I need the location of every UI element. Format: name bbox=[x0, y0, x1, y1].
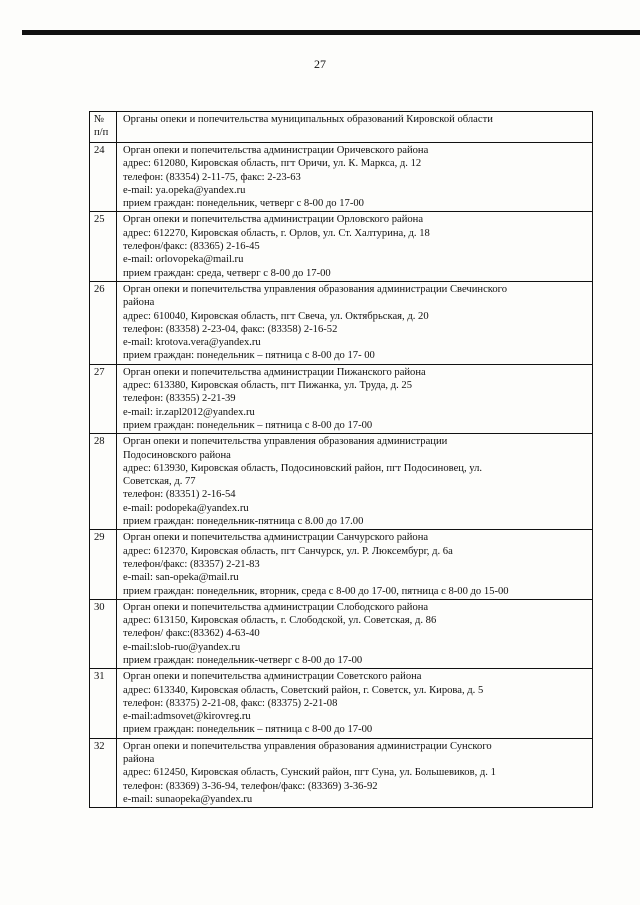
table-row bbox=[90, 434, 593, 530]
entry-line: Орган опеки и попечительства администрации Оричевского района bbox=[123, 145, 429, 156]
entry-line: прием граждан: понедельник, четверг с 8-00 до 17-00 bbox=[123, 198, 364, 210]
table-row bbox=[90, 530, 593, 599]
row-number: 27 bbox=[90, 364, 117, 433]
entry-line: телефон: (83351) 2-16-54 bbox=[123, 489, 236, 501]
entry-line: Орган опеки и попечительства управления образования администрации bbox=[123, 436, 448, 448]
entry-line: e-mail: krotova.vera@yandex.ru bbox=[123, 337, 261, 349]
entry-line: телефон: (83355) 2-21-39 bbox=[123, 393, 236, 405]
entry-line: прием граждан: понедельник – пятница с 8-00 до 17-00 bbox=[123, 724, 373, 736]
row-number: 24 bbox=[90, 143, 117, 212]
entry-line: телефон/ факс:(83362) 4-63-40 bbox=[123, 628, 260, 640]
table-header-row bbox=[90, 112, 593, 143]
entry-line: прием граждан: понедельник – пятница с 8-00 до 17- 00 bbox=[123, 350, 375, 362]
entry-line: Орган опеки и попечительства администрации Санчурского района bbox=[123, 532, 429, 544]
row-number: 30 bbox=[90, 599, 117, 668]
page-number: 27 bbox=[314, 57, 326, 71]
header-title: Органы опеки и попечительства муниципальных образований Кировской области bbox=[123, 114, 493, 125]
entry-line: Орган опеки и попечительства администрации Советского района bbox=[123, 671, 422, 683]
header-num-symbol: № bbox=[94, 114, 105, 125]
header-num-abbrev: п/п bbox=[94, 127, 109, 139]
authority-entry bbox=[117, 143, 593, 212]
entry-line: телефон: (83369) 3-36-94, телефон/факс: (83369) 3-36-92 bbox=[123, 780, 378, 792]
top-rule bbox=[22, 30, 640, 35]
entry-line: e-mail: san-opeka@mail.ru bbox=[123, 572, 239, 584]
entry-line: e-mail:admsovet@kirovreg.ru bbox=[123, 711, 251, 723]
entry-line: адрес: 613150, Кировская область, г. Слободской, ул. Советская, д. 86 bbox=[123, 615, 437, 627]
entry-line: адрес: 610040, Кировская область, пгт Свеча, ул. Октябрьская, д. 20 bbox=[123, 310, 429, 322]
authority-entry bbox=[117, 281, 593, 364]
authority-entry bbox=[117, 212, 593, 281]
entry-line: прием граждан: понедельник-четверг с 8-00 до 17-00 bbox=[123, 654, 363, 666]
entry-line: Орган опеки и попечительства администрации Слободского района bbox=[123, 601, 429, 613]
entry-line: Орган опеки и попечительства администрации Орловского района bbox=[123, 214, 424, 226]
authority-entry bbox=[117, 530, 593, 599]
entry-line: адрес: 612270, Кировская область, г. Орлов, ул. Ст. Халтурина, д. 18 bbox=[123, 227, 430, 239]
header-title-cell bbox=[117, 112, 593, 143]
row-number: 26 bbox=[90, 281, 117, 364]
table-row bbox=[90, 738, 593, 807]
authority-entry bbox=[117, 364, 593, 433]
row-number: 28 bbox=[90, 434, 117, 530]
entry-line: прием граждан: среда, четверг с 8-00 до 17-00 bbox=[123, 267, 331, 279]
table-row bbox=[90, 281, 593, 364]
entry-line: телефон: (83375) 2-21-08, факс: (83375) 2-21-08 bbox=[123, 697, 338, 709]
entry-line: прием граждан: понедельник – пятница с 8-00 до 17-00 bbox=[123, 419, 373, 431]
row-number: 29 bbox=[90, 530, 117, 599]
entry-line: адрес: 613380, Кировская область, пгт Пижанка, ул. Труда, д. 25 bbox=[123, 380, 413, 392]
entry-line: телефон: (83358) 2-23-04, факс: (83358) 2-16-52 bbox=[123, 323, 338, 335]
table-row bbox=[90, 599, 593, 668]
entry-line: прием граждан: понедельник, вторник, среда с 8-00 до 17-00, пятница с 8-00 до 15-00 bbox=[123, 585, 509, 597]
entry-line: e-mail: ir.zapl2012@yandex.ru bbox=[123, 406, 255, 418]
table-body bbox=[90, 143, 593, 808]
entry-line: e-mail: orlovopeka@mail.ru bbox=[123, 254, 244, 266]
authority-entry bbox=[117, 599, 593, 668]
authority-entry bbox=[117, 669, 593, 738]
entry-line: e-mail:slob-ruo@yandex.ru bbox=[123, 641, 241, 653]
entry-line: района bbox=[123, 297, 155, 309]
entry-line: Орган опеки и попечительства управления образования администрации Свечинского bbox=[123, 283, 508, 295]
entry-line: Подосиновского района bbox=[123, 449, 231, 461]
entry-line: адрес: 613340, Кировская область, Советский район, г. Советск, ул. Кирова, д. 5 bbox=[123, 684, 484, 696]
authority-entry bbox=[117, 434, 593, 530]
entry-line: адрес: 612450, Кировская область, Сунский район, пгт Суна, ул. Большевиков, д. 1 bbox=[123, 767, 496, 779]
entry-line: прием граждан: понедельник-пятница с 8.00 до 17.00 bbox=[123, 516, 364, 528]
table-row bbox=[90, 143, 593, 212]
entry-line: Советская, д. 77 bbox=[123, 476, 196, 488]
header-num-cell bbox=[90, 112, 117, 143]
entry-line: района bbox=[123, 754, 155, 766]
entry-line: e-mail: sunaopeka@yandex.ru bbox=[123, 793, 253, 805]
entry-line: e-mail: ya.opeka@yandex.ru bbox=[123, 184, 246, 196]
entry-line: телефон/факс: (83365) 2-16-45 bbox=[123, 241, 260, 253]
entry-line: адрес: 613930, Кировская область, Подосиновский район, пгт Подосиновец, ул. bbox=[123, 462, 483, 474]
entry-line: Орган опеки и попечительства администрации Пижанского района bbox=[123, 366, 426, 378]
table-row bbox=[90, 364, 593, 433]
authority-entry bbox=[117, 738, 593, 807]
table-row bbox=[90, 669, 593, 738]
entry-line: адрес: 612370, Кировская область, пгт Санчурск, ул. Р. Люксембург, д. 6а bbox=[123, 545, 453, 557]
row-number: 32 bbox=[90, 738, 117, 807]
entry-line: e-mail: podopeka@yandex.ru bbox=[123, 502, 249, 514]
row-number: 25 bbox=[90, 212, 117, 281]
entry-line: телефон: (83354) 2-11-75, факс: 2-23-63 bbox=[123, 171, 301, 183]
guardianship-table bbox=[89, 111, 593, 808]
entry-line: телефон/факс: (83357) 2-21-83 bbox=[123, 558, 260, 570]
row-number: 31 bbox=[90, 669, 117, 738]
entry-line: адрес: 612080, Кировская область, пгт Оричи, ул. К. Маркса, д. 12 bbox=[123, 158, 422, 170]
table-row bbox=[90, 212, 593, 281]
entry-line: Орган опеки и попечительства управления образования администрации Сунского bbox=[123, 740, 492, 752]
